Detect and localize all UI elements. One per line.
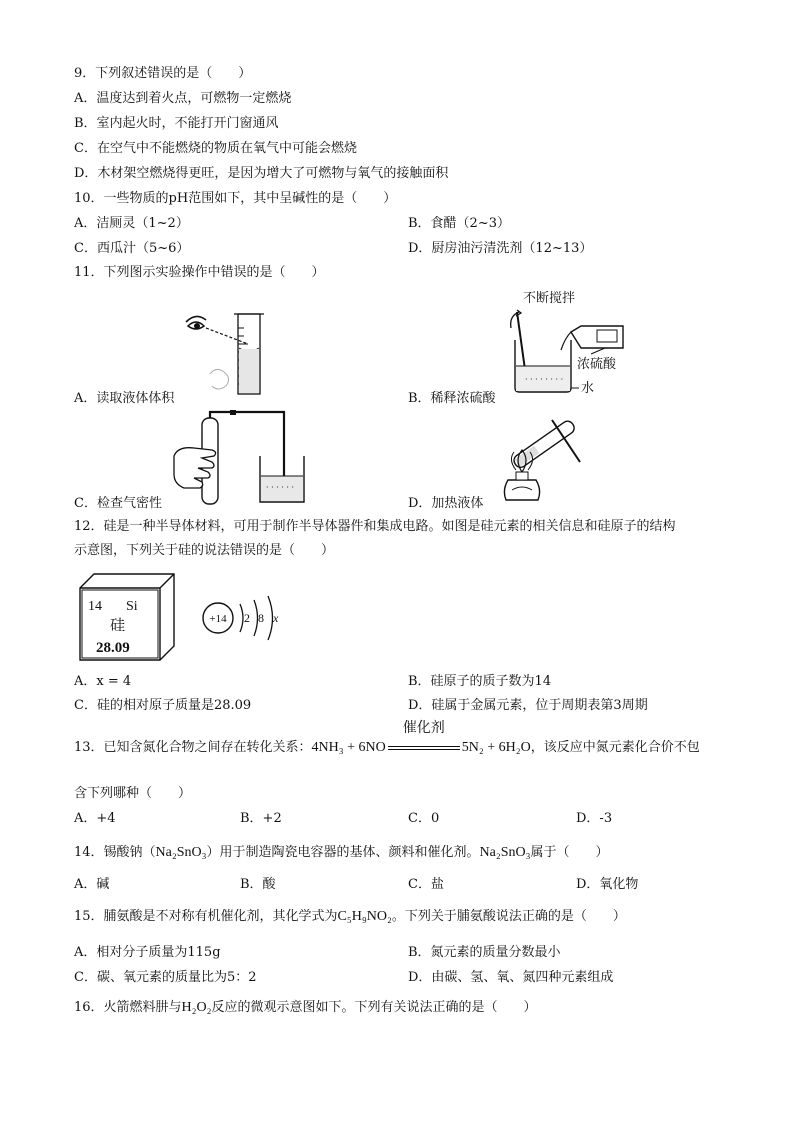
q11-option-d: D．加热液体 [408,496,484,511]
q16-formula: H₂O₂ [181,1000,212,1015]
shell-1-electrons: 2 [244,611,250,625]
q13-option-d: D．-3 [576,811,613,826]
q15-option-c: C．碳、氧元素的质量比为5：2 [74,970,257,985]
q13-option-a: A．+4 [74,811,116,826]
q15-stem-a: 15．脯氨酸是不对称有机催化剂，其化学式为 [74,909,338,924]
q14-formula: Na₂SnO₃ [155,845,207,860]
nucleus-charge: +14 [209,613,227,625]
q12-stem-line1: 12．硅是一种半导体材料，可用于制作半导体器件和集成电路。如图是硅元素的相关信息和硅原子的结构 [74,519,676,534]
q12-option-d: D．硅属于金属元素，位于周期表第3周期 [408,698,648,713]
svg-text:· · · · · · · ·: · · · · · · · · [525,375,564,384]
svg-text:· · · · · ·: · · · · · · [266,483,294,492]
atom-structure-diagram [198,592,298,644]
atomic-number: 14 [88,599,102,614]
shell-3-electrons: x [273,611,279,625]
q13-rhs: 5N₂ + 6H₂O [461,740,531,755]
q9-stem: 9．下列叙述错误的是（ ） [74,66,252,81]
q13-option-b: B．+2 [240,811,282,826]
figure-heat-liquid [492,410,592,508]
q15-stem-b: 。下列关于脯氨酸说法正确的是（ ） [391,909,626,924]
q13-stem [74,720,700,756]
q14-option-a: A．碱 [74,877,110,892]
q9-option-b: B．室内起火时，不能打开门窗通风 [74,116,279,131]
element-name: 硅 [110,616,126,634]
water-label: 水 [581,381,595,396]
hand-shadow [210,369,229,389]
q15-option-a: A．相对分子质量为115g [74,945,221,960]
figure-read-volume [180,308,290,398]
q10-option-a: A．洁厕灵（1~2） [74,216,189,231]
q14-stem-a: 14．锡酸钠（ [74,845,156,860]
q10-option-b: B．食醋（2~3） [408,216,510,231]
q15-formula: C₅H₉NO₂ [337,909,392,924]
q12-option-a: A．x = 4 [74,674,132,689]
delivery-tube [210,412,284,476]
stir-label: 不断搅拌 [523,291,576,306]
acid-label: 浓硫酸 [577,357,617,372]
beaker [515,340,571,392]
q10-option-c: C．西瓜汁（5~6） [74,241,190,256]
q11-option-c: C．检查气密性 [74,496,162,511]
q13-pre: 13．已知含氮化合物之间存在转化关系： [74,740,312,755]
q14-stem-b: ）用于制造陶瓷电容器的基体、颜料和催化剂。 [206,845,480,860]
graduated-cylinder [234,314,264,394]
q15-option-d: D．由碳、氢、氧、氮四种元素组成 [408,970,614,985]
q13-catalyst: 催化剂 [402,720,445,736]
q9-option-d: D．木材架空燃烧得更旺，是因为增大了可燃物与氧气的接触面积 [74,166,449,181]
q12-option-c: C．硅的相对原子质量是28.09 [74,698,252,713]
eye-icon [186,316,206,329]
q11-option-a: A．读取液体体积 [74,391,175,406]
shell-2-electrons: 8 [258,611,264,625]
q14-stem [74,845,609,861]
q10-option-d: D．厨房油污清洗剂（12~13） [408,241,593,256]
q11-option-b: B．稀释浓硫酸 [408,391,496,406]
q12-stem-line2: 示意图，下列关于硅的说法错误的是（ ） [74,543,335,558]
q14-formula-repeat: Na₂SnO₃ [479,845,531,860]
figure-airtightness [168,410,308,508]
q16-stem [74,1000,537,1016]
q13-arrow [388,720,460,756]
element-symbol: Si [126,599,138,614]
q15-stem [74,909,626,925]
q16-stem-b: 反应的微观示意图如下。下列有关说法正确的是（ ） [211,1000,537,1015]
test-tube [512,419,577,470]
q13-line2: 含下列哪种（ ） [74,786,192,801]
q14-option-d: D．氧化物 [576,877,639,892]
q11-stem: 11．下列图示实验操作中错误的是（ ） [74,265,325,280]
q14-option-b: B．酸 [240,877,276,892]
q9-option-a: A．温度达到着火点，可燃物一定燃烧 [74,91,292,106]
element-cell [78,572,178,664]
q15-option-b: B．氮元素的质量分数最小 [408,945,561,960]
q14-option-c: C．盐 [408,877,444,892]
beaker [260,456,304,502]
q14-stem-c: 属于（ ） [530,845,609,860]
q13-lhs: 4NH₃ + 6NO [311,740,386,755]
q10-stem: 10．一些物质的pH范围如下，其中呈碱性的是（ ） [74,191,397,206]
q13-option-c: C．0 [408,811,440,826]
q12-option-b: B．硅原子的质子数为14 [408,674,552,689]
q13-post: ，该反应中氮元素化合价不包 [530,740,700,755]
atomic-mass: 28.09 [96,640,130,656]
acid-bottle [561,326,623,350]
figure-dilute-acid [505,288,640,398]
q9-option-c: C．在空气中不能燃烧的物质在氧气中可能会燃烧 [74,141,357,156]
q16-stem-a: 16．火箭燃料肼与 [74,1000,182,1015]
